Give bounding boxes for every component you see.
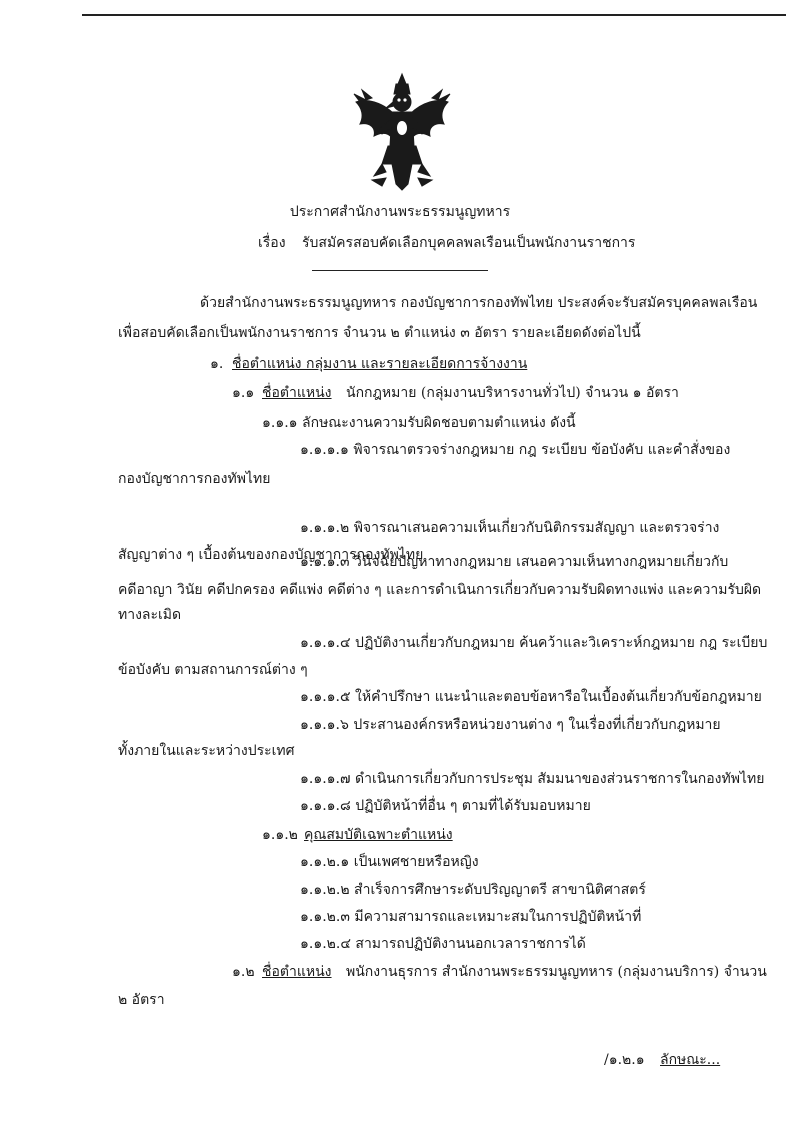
section-1-1-2-number: ๑.๑.๒	[262, 827, 298, 843]
duty-3-line-1: ๑.๑.๑.๓ วินิจฉัยปัญหาทางกฎหมาย เสนอความเห็นทางกฎหมายเกี่ยวกับ	[300, 554, 729, 570]
duty-6-line-1: ๑.๑.๑.๖ ประสานองค์กรหรือหน่วยงานต่าง ๆ ในเรื่องที่เกี่ยวกับกฎหมาย	[300, 717, 721, 733]
duty-7: ๑.๑.๑.๗ ดำเนินการเกี่ยวกับการประชุม สัมมนาของส่วนราชการในกองทัพไทย	[300, 771, 765, 787]
duty-4-line-1: ๑.๑.๑.๔ ปฏิบัติงานเกี่ยวกับกฎหมาย ค้นคว้าและวิเคราะห์กฎหมาย กฎ ระเบียบ	[300, 635, 768, 651]
qualification-4: ๑.๑.๒.๔ สามารถปฏิบัติงานนอกเวลาราชการได้	[300, 936, 586, 952]
qualification-1: ๑.๑.๒.๑ เป็นเพศชายหรือหญิง	[300, 854, 479, 870]
duty-3-line-3: ทางละเมิด	[118, 607, 182, 623]
duty-2-line-2: สัญญาต่าง ๆ เบื้องต้นของกองบัญชาการกองทัพไทย	[118, 547, 424, 563]
section-1-2-text: พนักงานธุรการ สำนักงานพระธรรมนูญทหาร (กลุ่มงานบริการ) จำนวน	[346, 964, 767, 980]
section-1-1-text: นักกฎหมาย (กลุ่มงานบริหารงานทั่วไป) จำนวน ๑ อัตรา	[346, 385, 679, 401]
section-1-1-label: ชื่อตำแหน่ง	[262, 385, 332, 401]
duty-3-line-2: คดีอาญา วินัย คดีปกครอง คดีแพ่ง คดีต่าง ๆ และการดำเนินการเกี่ยวกับความรับผิดทางแพ่ง และความรับผิด	[118, 582, 762, 598]
intro-line-1: ด้วยสำนักงานพระธรรมนูญทหาร กองบัญชาการกองทัพไทย ประสงค์จะรับสมัครบุคคลพลเรือน	[200, 295, 758, 311]
header-separator	[312, 270, 488, 271]
duty-1-line-1: ๑.๑.๑.๑ พิจารณาตรวจร่างกฎหมาย กฎ ระเบียบ ข้อบังคับ และคำสั่งของ	[300, 442, 731, 458]
duty-5: ๑.๑.๑.๕ ให้คำปรึกษา แนะนำและตอบข้อหารือในเบื้องต้นเกี่ยวกับข้อกฎหมาย	[300, 689, 762, 705]
continuation-prefix: /๑.๒.๑	[604, 1052, 645, 1068]
duty-2-line-1: ๑.๑.๑.๒ พิจารณาเสนอความเห็นเกี่ยวกับนิติกรรมสัญญา และตรวจร่าง	[300, 520, 720, 536]
section-1-2-line-2: ๒ อัตรา	[118, 992, 165, 1008]
section-1-1-1-heading: ๑.๑.๑ ลักษณะงานความรับผิดชอบตามตำแหน่ง ดังนี้	[262, 415, 576, 431]
duty-8: ๑.๑.๑.๘ ปฏิบัติหน้าที่อื่น ๆ ตามที่ได้รับมอบหมาย	[300, 798, 591, 814]
section-1-title: ชื่อตำแหน่ง กลุ่มงาน และรายละเอียดการจ้างงาน	[232, 356, 528, 372]
announcement-title: ประกาศสำนักงานพระธรรมนูญทหาร	[289, 204, 511, 220]
section-1-2-number: ๑.๒	[232, 964, 255, 980]
intro-line-2: เพื่อสอบคัดเลือกเป็นพนักงานราชการ จำนวน ๒ ตำแหน่ง ๓ อัตรา รายละเอียดดังต่อไปนี้	[118, 325, 641, 341]
garuda-emblem-icon	[352, 72, 452, 192]
top-rule	[82, 14, 786, 16]
qualification-2: ๑.๑.๒.๒ สำเร็จการศึกษาระดับปริญญาตรี สาขานิติศาสตร์	[300, 882, 646, 898]
section-1-1-number: ๑.๑	[232, 385, 255, 401]
subject-label: เรื่อง	[258, 235, 286, 251]
qualification-3: ๑.๑.๒.๓ มีความสามารถและเหมาะสมในการปฏิบัติหน้าที่	[300, 909, 642, 925]
subject-text: รับสมัครสอบคัดเลือกบุคคลพลเรือนเป็นพนักงานราชการ	[302, 235, 636, 251]
section-1-1-2-title: คุณสมบัติเฉพาะตำแหน่ง	[304, 827, 453, 843]
duty-6-line-2: ทั้งภายในและระหว่างประเทศ	[118, 743, 295, 759]
section-1-number: ๑.	[210, 356, 224, 372]
duty-1-line-2: กองบัญชาการกองทัพไทย	[118, 471, 271, 487]
continuation-word: ลักษณะ...	[660, 1052, 721, 1068]
section-1-2-label: ชื่อตำแหน่ง	[262, 964, 332, 980]
duty-4-line-2: ข้อบังคับ ตามสถานการณ์ต่าง ๆ	[118, 662, 308, 678]
